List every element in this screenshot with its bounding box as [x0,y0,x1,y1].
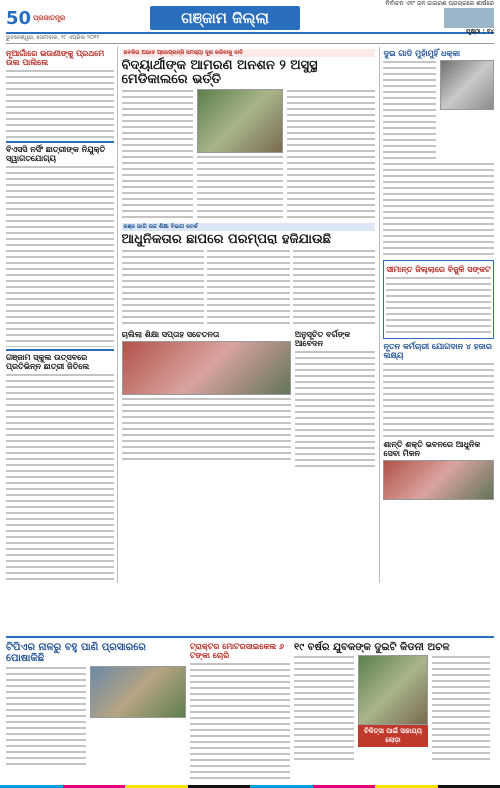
boxed-story [383,260,494,339]
bottom-headline: ୧୯ ବର୍ଷର ଯୁବକଙ୍କ ଦୁଇଟି କିଡନୀ ଅଚଳ [294,642,450,653]
paper-logo [6,8,70,29]
story-body [122,397,291,461]
middle-right-headline: ଶାନ୍ତି ଶକ୍ତି ଭବନରେ ଆଧୁନିକ ସେବା ମିଳନ [383,440,481,458]
bottom-headline: ଟ୍ରାକ୍ଟର ମୋଟରସାଇକେଲ ୬ ଟଙ୍କା ଚୋରି [190,642,285,660]
left-column [6,47,118,583]
story-body [287,89,376,221]
story-headline: ନୂଆଗାଁରେ ଭଉଣୀଙ୍କୁ ପ୍ରଥମେ ଉଲ ପାଲିଲେ [6,49,105,67]
article-grid [6,47,494,583]
lead-headline: ବିଦ୍ୟାର୍ଥୀଙ୍କ ଆମରଣ ଅନଶନ ୨ ଅସୁସ୍ଥ ମେଡିକାଲରେ ଭର୍ତ୍ତି [121,58,318,88]
right-column [379,47,494,583]
bottom-story-1 [6,640,186,784]
story-body [383,162,494,257]
logo-number: 50 [6,7,32,29]
lead-story [122,89,376,221]
second-kicker: ରଞ୍ଜ ଭାଗି ଉଚ୍ଚ ଶିକ୍ଷା ବିଭାଗ ସତର୍କ [122,223,376,231]
protest-photo [197,89,283,153]
boxed-headline: ସୀମାନ୍ତ ଜିଲ୍ଲାରେ ବିଜୁଳି ସଙ୍କଟ [386,265,491,274]
second-headline: ଆଧୁନିକତାର ଛାପରେ ପରମ୍ପରା ହଜିଯାଉଛି [121,232,332,248]
divider [6,141,114,143]
paper-name: ପ୍ରଜାତନ୍ତ୍ର [33,13,66,22]
lower-stories [122,328,376,468]
story-headline: ବିଏସସି ନର୍ସିଂ ଛାତ୍ରୀଙ୍କ ନିଯୁକ୍ତି ସ୍ୱାଗତଯୋଗ୍ୟ [6,145,106,163]
story-body [293,249,376,325]
bottom-story-body [6,666,186,766]
event-photo [383,460,494,500]
story-body [122,249,205,325]
section-title: ଗଞ୍ଜାମ ଜିଲ୍ଲା [150,6,300,30]
masthead [6,0,494,35]
bottom-story-3 [294,640,490,784]
story-body [294,655,354,760]
photo-caption [197,155,283,221]
bottom-headline: ଟିପିଏର ନାଳରୁ ବହୁ ପାଣି ପ୍ରସାରରେ ପୋଷାକିଛି [6,642,146,664]
side-story-headline: ଅନୁସୂଚିତ ବର୍ଗଙ୍କ ଆବେଦନ [294,330,351,349]
story-body [190,662,290,780]
story-body [6,666,86,766]
story-body [383,362,494,438]
story-body [432,655,490,760]
divider [6,349,114,351]
lead-photos [197,89,283,221]
second-story [122,249,376,325]
story-body [6,69,114,139]
lead-kicker: ଜବକିତା ଅଭାବ ପ୍ରେଗ୍ନାନ୍ସି ସମସ୍ୟା ଦୂର କରିବାକୁ ଦାବି [122,49,376,57]
right-top-story [383,60,494,160]
bottom-story-body [294,655,490,760]
patient-photo-block [358,655,428,760]
canal-photo [90,666,186,718]
story-body [295,350,376,468]
patient-photo [358,655,428,725]
masthead-promo [354,0,494,36]
event-photo [122,341,291,395]
promo-caption: ନିର୍ବାଚନ ଏବଂ ଜନ ଜାଗରଣ ପ୍ରଚାରରେ ଶୀର୍ଷରେ [385,0,494,7]
photo-story-headline: ଚାଲିଲା ଶିକ୍ଷା ସପ୍ତାହ ସଚେତନତା [121,330,220,340]
page-label: ପୃଷ୍ଠା : ୧୪ [466,28,494,35]
bottom-stories [6,636,494,784]
promo-thumbnail [444,8,494,28]
story-body [386,276,491,336]
date-text: ଭୁବନେଶ୍ୱର, ସୋମବାର, ୨୮ ଏପ୍ରିଲ ୨୦୨୨ [6,35,100,41]
story-body [122,89,194,221]
story-body [6,165,114,347]
story-body [6,373,114,583]
right-top-headline: ଦୁଇ ଗାଡି ମୁହାଁମୁହିଁ ଧକ୍କା [383,49,461,58]
story-body [383,60,436,160]
center-column [122,47,376,583]
accident-photo [440,60,494,110]
story-body [207,249,290,325]
appeal-tag: ଚିକିତ୍ସା ପାଇଁ ସାହାଯ୍ୟ ଲୋଡ଼ା [358,725,428,747]
story-headline: ଗଞ୍ଜାମ ସ୍କୁଲ ଉତ୍ସବରେ ପ୍ରତିଭିନ୍ନ ଛାତ୍ରୀ ଜିତିଲେ [6,353,90,371]
blue-headline: ନୂତନ କର୍ମଚାରୀ ଯୋଗଦାନ ୪ ହଜାର ଲକ୍ଷ୍ୟ [383,342,492,360]
bottom-story-2 [190,640,290,784]
side-story [295,328,376,468]
photo-story [122,328,291,468]
